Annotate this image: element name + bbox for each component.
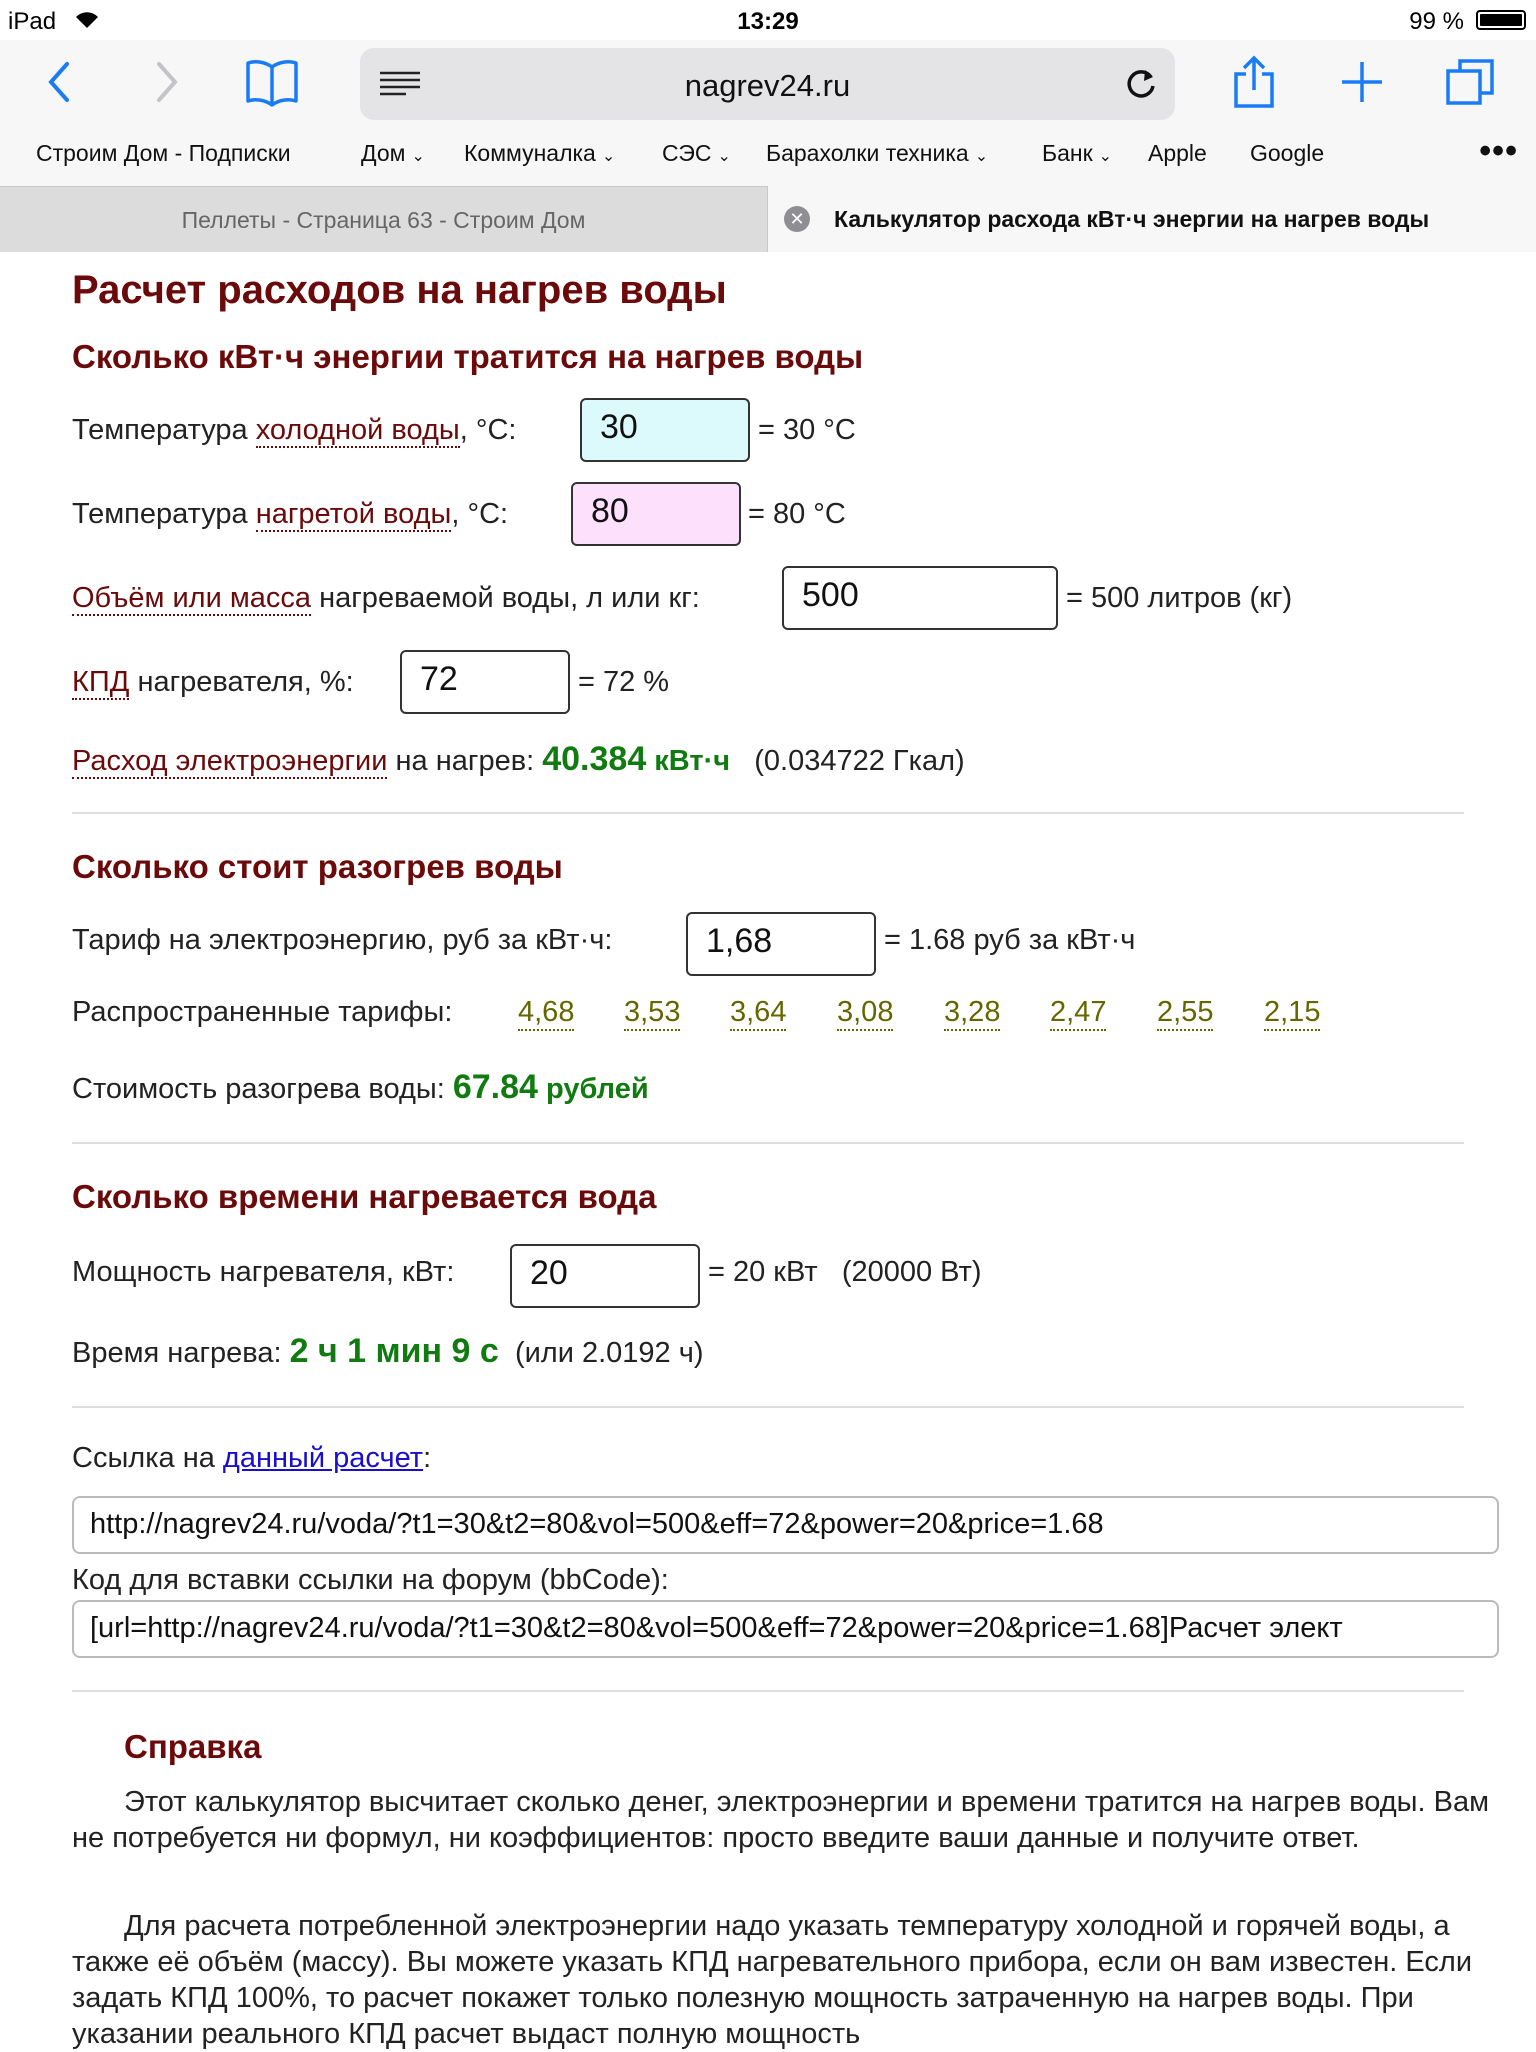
efficiency-result: = 72 %	[578, 666, 670, 698]
battery-icon	[1476, 10, 1526, 30]
efficiency-label: КПД нагревателя, %:	[72, 666, 354, 698]
book-icon	[244, 57, 300, 107]
bookmark-item[interactable]: Apple	[1148, 140, 1207, 166]
share-link-label: Ссылка на данный расчет:	[72, 1442, 432, 1474]
hot-water-term[interactable]: нагретой воды	[255, 498, 452, 530]
power-input[interactable]: 20	[510, 1244, 700, 1308]
share-url-field[interactable]: http://nagrev24.ru/voda/?t1=30&t2=80&vol=500&eff=72&power=20&price=1.68	[72, 1496, 1499, 1554]
status-bar	[0, 0, 1536, 40]
cold-water-label: Температура холодной воды, °C:	[72, 414, 517, 446]
efficiency-input[interactable]: 72	[400, 650, 570, 714]
time-heading: Сколько времени нагревается вода	[72, 1178, 657, 1215]
divider	[72, 1406, 1464, 1408]
common-tariff-link[interactable]: 2,47	[1050, 996, 1106, 1031]
tab-active[interactable]	[767, 186, 1536, 252]
heating-time-row: Время нагрева: 2 ч 1 мин 9 с (или 2.0192 ч)	[72, 1332, 704, 1370]
tariff-input[interactable]: 1,68	[686, 912, 876, 976]
close-tab-icon[interactable]: ✕	[784, 206, 810, 232]
common-tariff-link[interactable]: 3,53	[624, 996, 680, 1031]
help-paragraph: Для расчета потребленной электроэнергии надо указать температуру холодной и горячей воды, а также её объём (массу). Вы можете указать КПД нагревательного прибора, если он вам известен. Если задать КПД 100%, то расчет покажет только полезную мощность затраченную на нагрев воды. При указании реального КПД расчет выдаст полную мощность	[72, 1910, 1473, 2050]
volume-label: Объём или масса нагреваемой воды, л или кг:	[72, 582, 700, 614]
share-button[interactable]	[1224, 52, 1284, 112]
cost-total-value: 67.84	[452, 1068, 538, 1106]
power-watts: (20000 Вт)	[841, 1256, 982, 1288]
common-tariffs-label: Распространенные тарифы:	[72, 996, 453, 1028]
heating-time-hours: (или 2.0192 ч)	[514, 1337, 704, 1369]
plus-icon	[1338, 58, 1386, 106]
power-label: Мощность нагревателя, кВт:	[72, 1256, 455, 1288]
tab-title: Пеллеты - Страница 63 - Строим Дом	[181, 207, 586, 233]
tab-inactive[interactable]	[0, 186, 767, 252]
consumption-unit: кВт·ч	[654, 745, 731, 777]
divider	[72, 812, 1464, 814]
energy-heading: Сколько кВт·ч энергии тратится на нагрев воды	[72, 338, 864, 375]
chevron-down-icon: ⌄	[717, 148, 731, 165]
consumption-row: Расход электроэнергии на нагрев: 40.384 кВт·ч (0.034722 Гкал)	[72, 740, 965, 778]
common-tariff-link[interactable]: 3,28	[944, 996, 1000, 1031]
chevron-left-icon	[45, 60, 75, 104]
tariff-label: Тариф на электроэнергию, руб за кВт·ч:	[72, 924, 613, 956]
address-bar[interactable]	[360, 48, 1175, 120]
heating-time-value: 2 ч 1 мин 9 с	[289, 1332, 499, 1370]
tabs-button[interactable]	[1440, 52, 1500, 112]
chevron-right-icon	[151, 60, 181, 104]
cold-water-term[interactable]: холодной воды	[255, 414, 460, 446]
chevron-down-icon: ⌄	[974, 148, 989, 165]
chevron-down-icon: ⌄	[411, 148, 425, 165]
bookmarks-button[interactable]	[242, 52, 302, 112]
volume-result: = 500 литров (кг)	[1066, 582, 1293, 614]
cold-water-result: = 30 °C	[758, 414, 856, 446]
status-time: 13:29	[737, 8, 799, 35]
cost-heading: Сколько стоит разогрев воды	[72, 848, 563, 885]
battery-percent: 99 %	[1409, 8, 1464, 35]
help-heading: Справка	[124, 1728, 262, 1765]
new-tab-button[interactable]	[1332, 52, 1392, 112]
divider	[72, 1690, 1464, 1692]
common-tariff-link[interactable]: 4,68	[518, 996, 574, 1031]
bbcode-field[interactable]: [url=http://nagrev24.ru/voda/?t1=30&t2=80&vol=500&eff=72&power=20&price=1.68]Расчет элект	[72, 1600, 1499, 1658]
volume-input[interactable]: 500	[782, 566, 1058, 630]
bookmark-folder[interactable]: Дом ⌄	[361, 140, 425, 166]
bookmark-folder[interactable]: Коммуналка ⌄	[464, 140, 616, 166]
common-tariff-link[interactable]: 3,64	[730, 996, 786, 1031]
consumption-term[interactable]: Расход электроэнергии	[72, 745, 388, 777]
bookmark-folder[interactable]: Барахолки техника ⌄	[766, 140, 989, 166]
common-tariff-link[interactable]: 2,55	[1157, 996, 1213, 1031]
url-text[interactable]: nagrev24.ru	[684, 68, 851, 103]
tariff-result: = 1.68 руб за кВт·ч	[884, 924, 1136, 956]
bookmark-folder[interactable]: СЭС ⌄	[662, 140, 731, 166]
bookmarks-bar	[0, 130, 1536, 186]
forward-button[interactable]	[136, 52, 196, 112]
reload-icon[interactable]	[1121, 64, 1161, 104]
device-name: iPad	[8, 8, 57, 35]
hot-water-result: = 80 °C	[748, 498, 846, 530]
hot-water-input[interactable]: 80	[571, 482, 741, 546]
tab-strip	[0, 186, 1536, 252]
bbcode-label: Код для вставки ссылки на форум (bbCode):	[72, 1564, 669, 1596]
common-tariff-link[interactable]: 3,08	[837, 996, 893, 1031]
hot-water-label: Температура нагретой воды, °C:	[72, 498, 509, 530]
cost-total-row: Стоимость разогрева воды: 67.84 рублей	[72, 1068, 649, 1106]
power-result: = 20 кВт (20000 Вт)	[708, 1256, 982, 1288]
help-paragraph: Этот калькулятор высчитает сколько денег, электроэнергии и времени тратится на нагрев воды. Вам не потребуется ни формул, ни коэффициентов: просто введите ваши данные и получите ответ.	[72, 1786, 1490, 1854]
common-tariff-link[interactable]: 2,15	[1264, 996, 1320, 1031]
page-title: Расчет расходов на нагрев воды	[72, 268, 727, 312]
volume-term[interactable]: Объём или масса	[72, 582, 312, 614]
tab-title: Калькулятор расхода кВт·ч энергии на нагрев воды	[834, 206, 1430, 232]
bookmark-item[interactable]: Google	[1250, 140, 1325, 166]
divider	[72, 1142, 1464, 1144]
bookmark-item[interactable]: Строим Дом - Подписки	[36, 140, 291, 166]
share-icon	[1232, 54, 1276, 110]
consumption-gcal: (0.034722 Гкал)	[754, 745, 965, 777]
chevron-down-icon: ⌄	[1098, 148, 1113, 165]
efficiency-term[interactable]: КПД	[72, 666, 130, 698]
cold-water-input[interactable]: 30	[580, 398, 750, 462]
tabs-icon	[1444, 57, 1496, 107]
bookmark-folder[interactable]: Банк ⌄	[1042, 140, 1113, 166]
back-button[interactable]	[30, 52, 90, 112]
share-link[interactable]: данный расчет	[222, 1442, 424, 1474]
cost-total-unit: рублей	[546, 1073, 649, 1105]
chevron-down-icon: ⌄	[601, 148, 616, 165]
browser-toolbar	[0, 40, 1536, 130]
consumption-value: 40.384	[542, 740, 647, 778]
more-bookmarks-button[interactable]: •••	[1479, 132, 1518, 170]
